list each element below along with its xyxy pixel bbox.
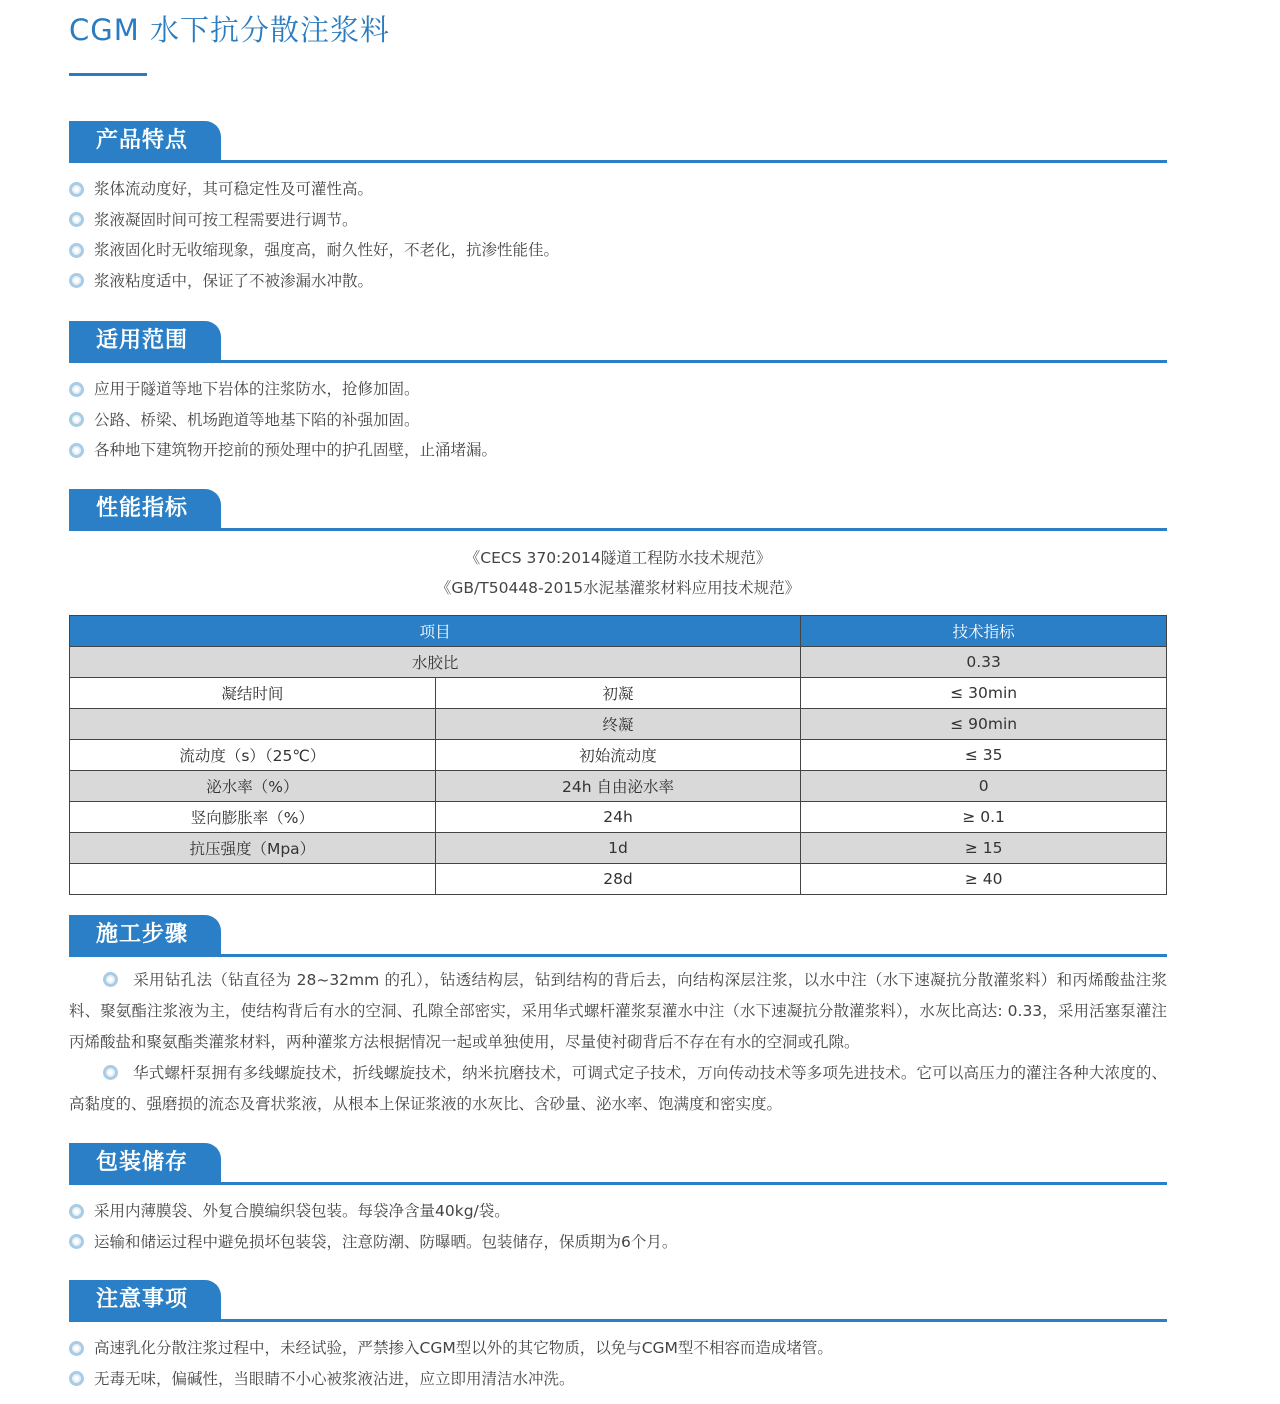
section-features (69, 123, 1167, 296)
section-packaging (69, 1145, 1167, 1257)
table-row (70, 771, 1167, 802)
table-row (70, 678, 1167, 709)
page-title: CGM 水下抗分散注浆料 (69, 13, 390, 47)
table-cell (70, 864, 436, 895)
table-row (70, 864, 1167, 895)
table-cell: ≤ 35 (801, 740, 1167, 771)
table-cell: ≤ 30min (801, 678, 1167, 709)
bullet-icon (69, 382, 84, 397)
table-cell: 24h (435, 802, 801, 833)
table-cell: 凝结时间 (70, 678, 436, 709)
performance-table (69, 615, 1167, 895)
table-cell: 初凝 (435, 678, 801, 709)
bullet-icon (69, 443, 84, 458)
bullet-icon (69, 182, 84, 197)
list-item: 浆液凝固时间可按工程需要进行调节。 (69, 205, 1167, 236)
section-heading: 产品特点 (69, 121, 221, 161)
table-row (70, 740, 1167, 771)
standard-reference: 《GB/T50448-2015水泥基灌浆材料应用技术规范》 (435, 579, 801, 597)
list-item: 高速乳化分散注浆过程中，未经试验，严禁掺入CGM型以外的其它物质，以免与CGM型不相容而造成堵管。 (69, 1333, 1167, 1364)
list-item: 各种地下建筑物开挖前的预处理中的护孔固壁，止涌堵漏。 (69, 435, 1167, 466)
table-cell: 水胶比 (70, 647, 801, 678)
table-cell: 28d (435, 864, 801, 895)
table-row (70, 833, 1167, 864)
section-heading: 包装储存 (69, 1143, 221, 1183)
bullet-icon (69, 273, 84, 288)
table-cell: 竖向膨胀率（%） (70, 802, 436, 833)
title-divider (69, 73, 147, 76)
list-item: 无毒无味，偏碱性，当眼睛不小心被浆液沾进，应立即用清洁水冲洗。 (69, 1364, 1167, 1395)
bullet-icon (103, 1065, 118, 1080)
table-cell: 1d (435, 833, 801, 864)
table-cell (70, 709, 436, 740)
bullet-icon (69, 1341, 84, 1356)
section-notes (69, 1282, 1167, 1394)
table-cell: ≥ 15 (801, 833, 1167, 864)
bullet-icon (69, 412, 84, 427)
table-header: 技术指标 (801, 616, 1167, 647)
table-cell: 抗压强度（Mpa） (70, 833, 436, 864)
section-heading: 注意事项 (69, 1280, 221, 1320)
table-header: 项目 (70, 616, 801, 647)
table-cell: 0.33 (801, 647, 1167, 678)
bullet-icon (69, 1234, 84, 1249)
table-row (70, 709, 1167, 740)
table-cell: 终凝 (435, 709, 801, 740)
paragraph: 采用钻孔法（钻直径为 28~32mm 的孔），钻透结构层，钻到结构的背后去，向结构深层注浆，以水中注（水下速凝抗分散灌浆料）和丙烯酸盐注浆料、聚氨酯注浆液为主，使结构背后有水的空洞、孔隙全部密实，采用华式螺杆灌浆泵灌水中注（水下速凝抗分散灌浆料），水灰比高达: 0.33，采用活塞泵灌注丙烯酸盐和聚氨酯类灌浆材料，两种灌浆方法根据情况一起或单独使用，尽量使衬砌背后不存在有水的空洞或孔隙。 (69, 971, 1167, 1051)
list-item: 采用内薄膜袋、外复合膜编织袋包装。每袋净含量40kg/袋。 (69, 1196, 1167, 1227)
bullet-icon (69, 212, 84, 227)
section-heading: 适用范围 (69, 321, 221, 361)
list-item: 浆液粘度适中，保证了不被渗漏水冲散。 (69, 266, 1167, 297)
bullet-icon (69, 243, 84, 258)
paragraph: 华式螺杆泵拥有多线螺旋技术，折线螺旋技术，纳米抗磨技术，可调式定子技术，万向传动技术等多项先进技术。它可以高压力的灌注各种大浓度的、高黏度的、强磨损的流态及膏状浆液，从根本上保证浆液的水灰比、含砂量、泌水率、饱满度和密实度。 (69, 1064, 1167, 1113)
table-cell: ≥ 40 (801, 864, 1167, 895)
table-cell: 24h 自由泌水率 (435, 771, 801, 802)
table-cell: ≤ 90min (801, 709, 1167, 740)
table-cell: 0 (801, 771, 1167, 802)
section-heading: 性能指标 (69, 489, 221, 529)
table-cell: 初始流动度 (435, 740, 801, 771)
section-performance (69, 491, 1167, 895)
list-item: 应用于隧道等地下岩体的注浆防水，抢修加固。 (69, 374, 1167, 405)
table-row (70, 802, 1167, 833)
table-cell: 泌水率（%） (70, 771, 436, 802)
standard-reference: 《CECS 370:2014隧道工程防水技术规范》 (464, 549, 772, 567)
bullet-icon (103, 972, 118, 987)
section-heading: 施工步骤 (69, 915, 221, 955)
section-scope (69, 323, 1167, 466)
table-cell: ≥ 0.1 (801, 802, 1167, 833)
section-steps (69, 917, 1167, 1120)
list-item: 运输和储运过程中避免损坏包装袋，注意防潮、防曝晒。包装储存，保质期为6个月。 (69, 1227, 1167, 1258)
bullet-icon (69, 1204, 84, 1219)
list-item: 浆液固化时无收缩现象，强度高，耐久性好，不老化，抗渗性能佳。 (69, 235, 1167, 266)
table-row (70, 647, 1167, 678)
table-cell: 流动度（s）（25℃） (70, 740, 436, 771)
list-item: 公路、桥梁、机场跑道等地基下陷的补强加固。 (69, 405, 1167, 436)
bullet-icon (69, 1371, 84, 1386)
list-item: 浆体流动度好，其可稳定性及可灌性高。 (69, 174, 1167, 205)
